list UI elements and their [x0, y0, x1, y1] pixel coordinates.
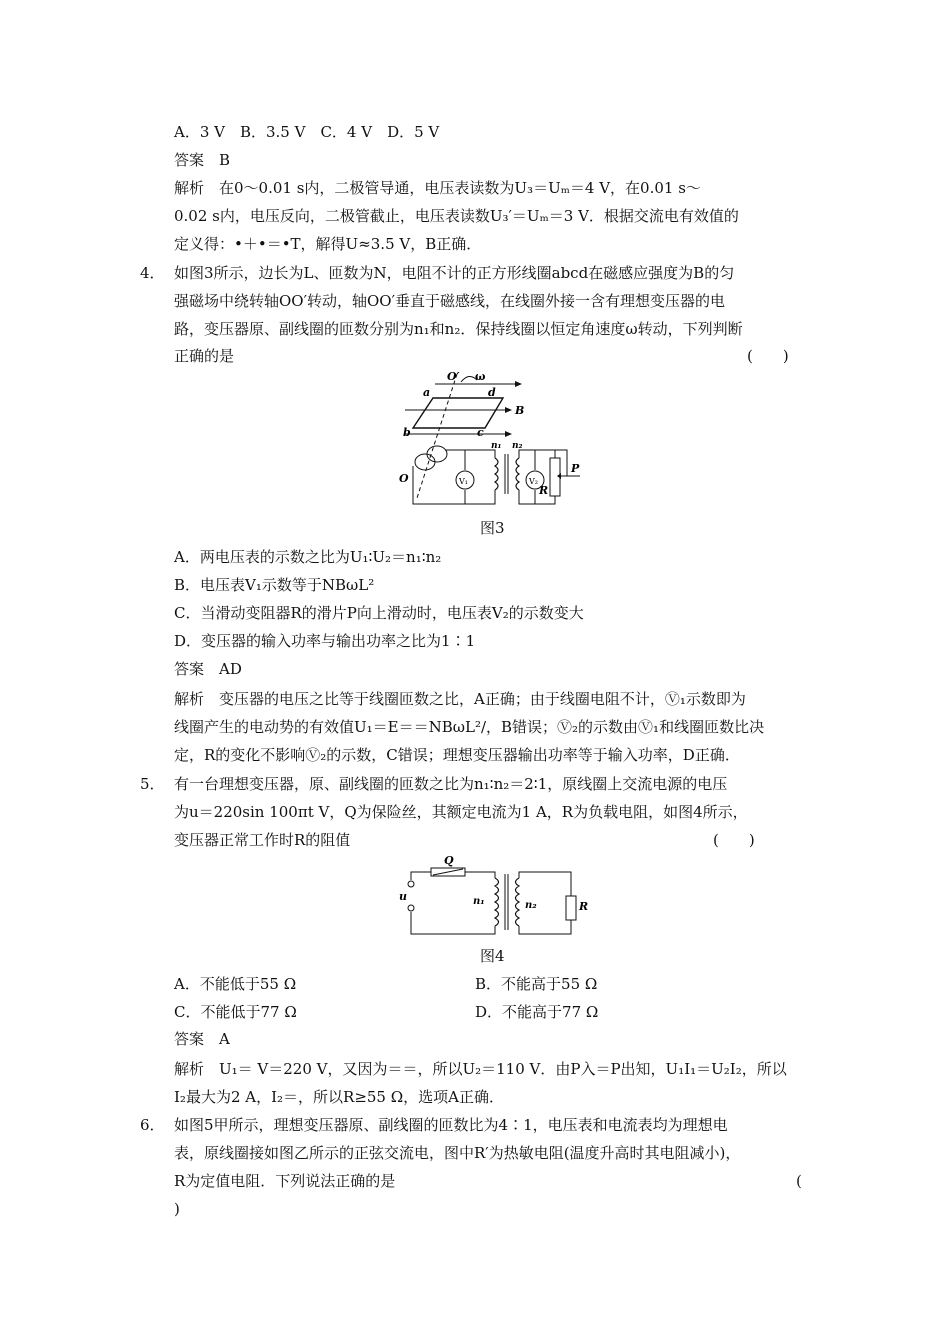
secondary-wire-bottom: [519, 918, 571, 934]
q6-paren-close: ): [174, 1200, 180, 1218]
secondary-coil: [516, 458, 519, 490]
label-c: c: [477, 426, 484, 439]
label-o-prime: O′: [447, 370, 460, 383]
label-d: d: [488, 386, 496, 399]
figure-4-caption: 图4: [480, 947, 505, 965]
q5-stem-line-2: 为u＝220sin 100πt V，Q为保险丝，其额定电流为1 A，R为负载电阻，如图4所示，: [174, 803, 748, 821]
q4-stem-line-1: 如图3所示，边长为L、匝数为N，电阻不计的正方形线圈abcd在磁感应强度为B的匀: [174, 264, 735, 282]
q4-option-d: D．变压器的输入功率与输出功率之比为1∶1: [174, 632, 476, 650]
q4-number: 4．: [140, 264, 165, 282]
q5-option-d: D．不能高于77 Ω: [475, 1003, 599, 1021]
q4-stem-line-2: 强磁场中绕转轴OO′转动，轴OO′垂直于磁感线，在线圈外接一含有理想变压器的电: [174, 292, 726, 310]
q5-option-c: C．不能低于77 Ω: [174, 1003, 297, 1021]
q4-option-a: A．两电压表的示数之比为U₁∶U₂＝n₁∶n₂: [174, 548, 442, 566]
q6-stem-line-3: R为定值电阻．下列说法正确的是: [174, 1172, 396, 1190]
field-arrow-2: [505, 407, 512, 413]
q3-options: A．3 V B．3.5 V C．4 V D．5 V: [174, 123, 440, 141]
q4-answer-paren: ( ): [747, 347, 789, 365]
q4-option-c: C．当滑动变阻器R的滑片P向上滑动时，电压表V₂的示数变大: [174, 604, 584, 622]
slip-ring-1: [415, 454, 435, 470]
secondary-coil: [516, 878, 520, 926]
q3-answer: 答案 B: [174, 151, 231, 169]
figure-3-diagram: [395, 370, 595, 510]
label-q: Q: [444, 854, 454, 867]
q3-analysis-line-3: 定义得：•＋•＝•T，解得U≈3.5 V，B正确．: [174, 235, 482, 253]
square-coil: [413, 398, 503, 428]
primary-wire-bottom: [411, 912, 495, 934]
wire-top: [445, 450, 495, 458]
label-omega: ω: [475, 370, 486, 383]
q5-analysis-line-2: I₂最大为2 A，I₂＝，所以R≥55 Ω，选项A正确．: [174, 1088, 505, 1106]
terminal-top: [408, 881, 414, 887]
slip-ring-2: [427, 446, 447, 462]
q6-number: 6．: [140, 1116, 165, 1134]
q3-analysis-line-2: 0.02 s内，电压反向，二极管截止，电压表读数U₃′＝Uₘ＝3 V．根据交流电有效值的: [174, 207, 739, 225]
label-n1: n₁: [491, 441, 502, 451]
label-u: u: [399, 890, 407, 903]
q5-analysis-line-1: 解析 U₁＝ V＝220 V，又因为＝＝，所以U₂＝110 V．由P入＝P出知，U₁I₁＝U₂I₂，所以: [174, 1060, 787, 1078]
q4-analysis-line-3: 定，R的变化不影响Ⓥ₂的示数，C错误；理想变压器输出功率等于输入功率，D正确．: [174, 746, 740, 764]
q5-stem-line-1: 有一台理想变压器，原、副线圈的匝数之比为n₁∶n₂＝2∶1，原线圈上交流电源的电压: [174, 775, 728, 793]
q4-stem-line-4: 正确的是: [174, 347, 235, 365]
q5-answer-paren: ( ): [713, 831, 755, 849]
q5-option-b: B．不能高于55 Ω: [475, 975, 598, 993]
q4-option-b: B．电压表V₁示数等于NBωL²: [174, 576, 375, 594]
label-p: P: [571, 462, 580, 475]
q5-option-a: A．不能低于55 Ω: [174, 975, 297, 993]
secondary-wire-top: [519, 450, 555, 458]
label-r: R: [539, 484, 549, 497]
figure-4-diagram: [395, 854, 589, 940]
q4-analysis-line-1: 解析 变压器的电压之比等于线圈匝数之比，A正确；由于线圈电阻不计，Ⓥ₁示数即为: [174, 690, 746, 708]
terminal-bottom: [408, 905, 414, 911]
wire-bottom: [413, 466, 495, 504]
label-b-field: B: [515, 404, 525, 417]
q3-analysis-line-1: 解析 在0～0.01 s内，二极管导通，电压表读数为U₃＝Uₘ＝4 V，在0.01 s～: [174, 179, 701, 197]
label-v1: V₁: [459, 477, 468, 486]
field-arrow-3: [505, 431, 512, 437]
figure-3-caption: 图3: [480, 519, 505, 537]
q4-answer: 答案 AD: [174, 660, 242, 678]
q5-answer: 答案 A: [174, 1030, 230, 1048]
q6-stem-line-1: 如图5甲所示，理想变压器原、副线圈的匝数比为4∶1，电压表和电流表均为理想电: [174, 1116, 728, 1134]
q6-stem-line-2: 表，原线圈接如图乙所示的正弦交流电，图中R′为热敏电阻(温度升高时其电阻减小)，: [174, 1144, 741, 1162]
q4-stem-line-3: 路，变压器原、副线圈的匝数分别为n₁和n₂．保持线圈以恒定角速度ω转动，下列判断: [174, 320, 743, 338]
primary-coil: [495, 878, 499, 926]
label-n2: n₂: [525, 900, 537, 911]
q6-paren-open: (: [796, 1172, 802, 1190]
label-n1: n₁: [473, 896, 485, 907]
field-arrow-1: [515, 381, 522, 387]
q5-stem-line-3: 变压器正常工作时R的阻值: [174, 831, 351, 849]
q4-analysis-line-2: 线圈产生的电动势的有效值U₁＝E＝＝NBωL²/，B错误；Ⓥ₂的示数由Ⓥ₁和线圈匝数比决: [174, 718, 765, 736]
primary-coil: [495, 458, 498, 490]
label-b: b: [403, 426, 411, 439]
label-v2: V₂: [529, 477, 538, 486]
secondary-wire-top: [519, 872, 571, 896]
load-resistor: [566, 896, 576, 920]
label-n2: n₂: [512, 441, 523, 451]
q5-number: 5．: [140, 775, 165, 793]
label-a: a: [423, 386, 431, 399]
label-r: R: [579, 900, 589, 913]
label-o: O: [399, 472, 409, 485]
